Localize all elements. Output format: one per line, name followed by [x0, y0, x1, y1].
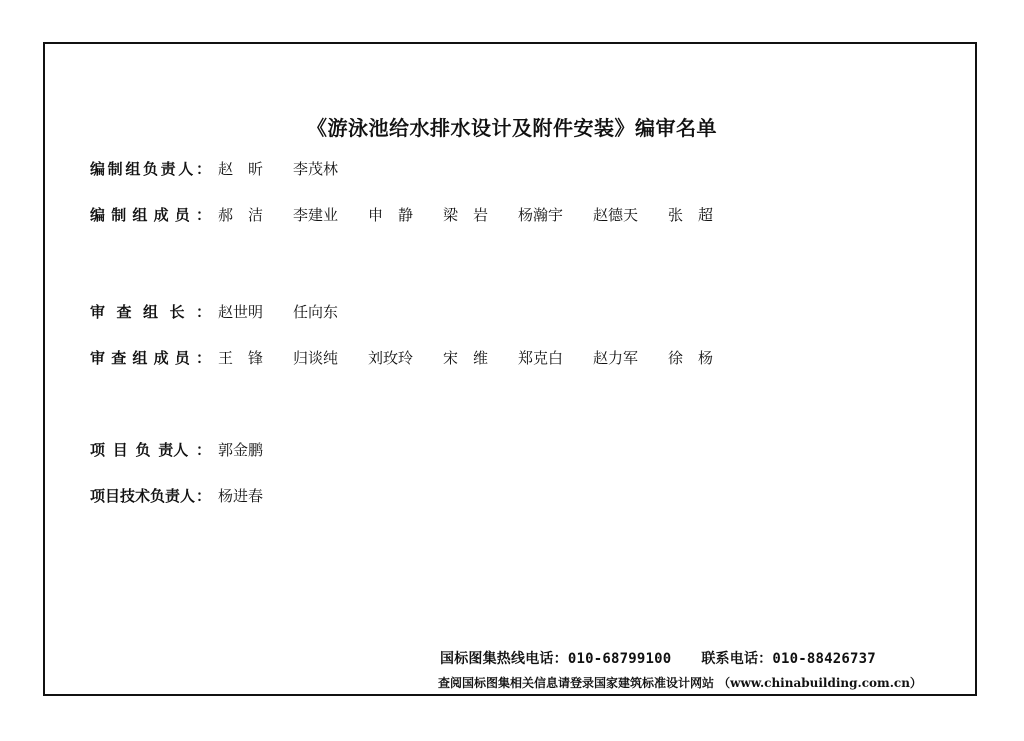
contact-label: 联系电话： — [701, 651, 773, 667]
website-line: 查阅国标图集相关信息请登录国家建筑标准设计网站 （www.chinabuilding.com.cn） — [438, 676, 922, 690]
person-name: 张 超 — [668, 205, 714, 224]
role-label-part: 员 — [174, 348, 190, 367]
role-label-part: 组 — [125, 159, 141, 178]
role-label-part: 成 — [153, 205, 169, 224]
hotline-number: 010-68799100 — [567, 651, 672, 667]
role-label — [90, 347, 211, 368]
person-name: 郭金鹏 — [218, 440, 264, 459]
person-name: 李茂林 — [293, 159, 339, 178]
personnel-row — [90, 438, 293, 460]
person-name: 任向东 — [293, 302, 339, 321]
personnel-row — [90, 300, 368, 322]
role-label-part: 负 — [142, 159, 158, 178]
person-name: 归谈纯 — [293, 348, 339, 367]
personnel-row — [90, 203, 743, 225]
role-label — [90, 485, 212, 506]
page-title: 《游泳池给水排水设计及附件安装》编审名单 — [307, 116, 717, 140]
role-label-part: 责人 — [158, 440, 189, 459]
person-name: 申 静 — [368, 205, 414, 224]
person-names — [218, 301, 368, 322]
person-name: 刘玫玲 — [368, 348, 414, 367]
label-colon: ： — [196, 302, 212, 321]
person-name: 赵力军 — [593, 348, 639, 367]
role-label-part: 项 — [90, 440, 106, 459]
role-label — [90, 158, 211, 179]
person-names — [218, 485, 293, 506]
label-colon: ： — [196, 440, 212, 459]
role-label-part: 制 — [107, 159, 123, 178]
person-names — [218, 347, 743, 368]
person-name: 杨进春 — [218, 486, 264, 505]
role-label-part: 目 — [112, 440, 128, 459]
person-names — [218, 439, 293, 460]
role-label — [90, 439, 212, 460]
label-colon: ： — [196, 486, 212, 505]
role-label-part: 项目技术负责人 — [90, 486, 196, 505]
role-label-part: 长 — [169, 302, 185, 321]
personnel-row — [90, 346, 743, 368]
role-label — [90, 301, 212, 322]
label-colon: ： — [195, 348, 211, 367]
person-name: 李建业 — [293, 205, 339, 224]
role-label-part: 查 — [116, 302, 132, 321]
person-name: 郑克白 — [518, 348, 564, 367]
role-label-part: 责 — [160, 159, 176, 178]
hotline-label: 国标图集热线电话： — [440, 651, 568, 667]
role-label-part: 员 — [174, 205, 190, 224]
role-label-part: 审 — [90, 302, 106, 321]
person-names — [218, 158, 368, 179]
label-colon: ： — [195, 159, 211, 178]
personnel-row — [90, 484, 293, 506]
person-name: 赵德天 — [593, 205, 639, 224]
person-name: 宋 维 — [443, 348, 489, 367]
role-label-part: 编 — [90, 159, 106, 178]
role-label-part: 编 — [90, 205, 106, 224]
role-label-part: 组 — [132, 348, 148, 367]
hotline-line — [440, 648, 876, 668]
role-label-part: 组 — [143, 302, 159, 321]
person-name: 杨瀚宇 — [518, 205, 564, 224]
role-label-part: 审 — [90, 348, 106, 367]
role-label — [90, 204, 211, 225]
role-label-part: 组 — [132, 205, 148, 224]
personnel-row — [90, 157, 368, 179]
person-name: 郝 洁 — [218, 205, 264, 224]
person-name: 赵 昕 — [218, 159, 264, 178]
person-names — [218, 204, 743, 225]
person-name: 赵世明 — [218, 302, 264, 321]
role-label-part: 制 — [111, 205, 127, 224]
role-label-part: 查 — [111, 348, 127, 367]
contact-number: 010-88426737 — [772, 651, 876, 667]
label-colon: ： — [195, 205, 211, 224]
person-name: 王 锋 — [218, 348, 264, 367]
role-label-part: 人 — [178, 159, 194, 178]
person-name: 梁 岩 — [443, 205, 489, 224]
role-label-part: 负 — [135, 440, 151, 459]
person-name: 徐 杨 — [668, 348, 714, 367]
role-label-part: 成 — [153, 348, 169, 367]
